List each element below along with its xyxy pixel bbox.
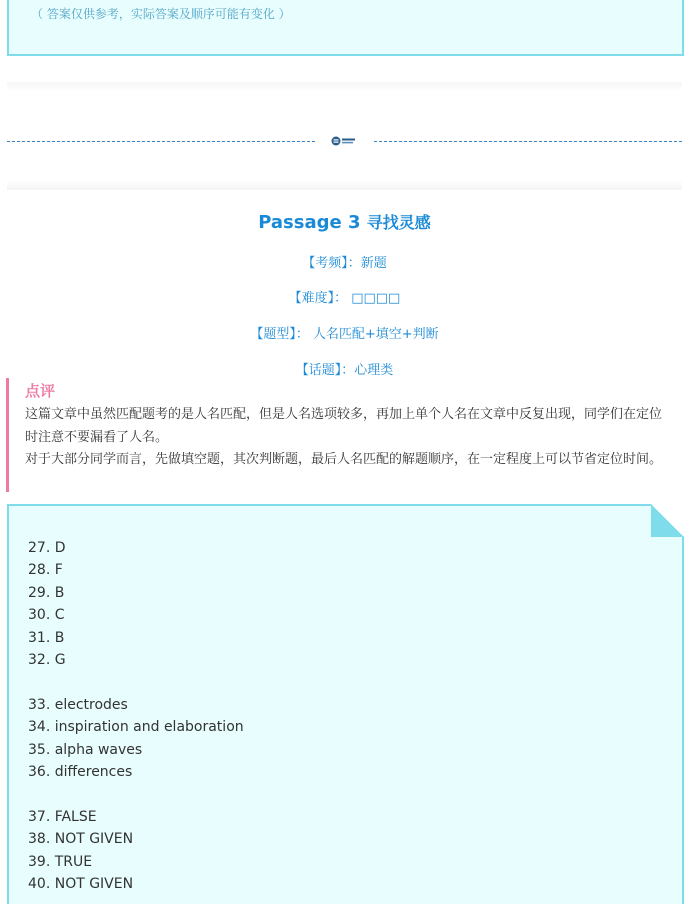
- answer-item: 39. TRUE: [28, 853, 93, 870]
- comment-title: 点评: [25, 382, 56, 400]
- difficulty-value: □□□□: [351, 291, 401, 306]
- answer-item: 30. C: [28, 607, 65, 624]
- brand-logo-icon: [331, 135, 356, 147]
- meta-subject: [0, 359, 689, 378]
- answer-group-judgement: [28, 806, 244, 896]
- frequency-label: 【考频】：: [302, 256, 361, 271]
- card-fold-cutout: [651, 504, 684, 537]
- comment-paragraph: 对于大部分同学而言，先做填空题，其次判断题，最后人名匹配的解题顺序，在一定程度上可以节省定位时间。: [25, 452, 663, 467]
- frequency-value: 新题: [360, 256, 387, 271]
- passage-label: Passage 3: [258, 212, 361, 233]
- comment-section: [6, 378, 673, 492]
- divider-line-right: [374, 141, 682, 142]
- answer-group-completion: [28, 694, 244, 784]
- subject-value: 心理类: [354, 363, 394, 378]
- answer-item: 33. electrodes: [28, 696, 128, 713]
- section-shadow-bottom: [7, 180, 682, 190]
- answer-list: [28, 537, 244, 895]
- divider-line-left: [7, 141, 315, 142]
- type-label: 【题型】：: [250, 327, 309, 342]
- passage-topic: 寻找灵感: [366, 213, 431, 232]
- answer-item: 29. B: [28, 584, 65, 601]
- answer-group-matching: [28, 537, 244, 671]
- answer-item: 28. F: [28, 562, 63, 579]
- type-value: 人名匹配+填空+判断: [312, 327, 439, 342]
- answer-item: 31. B: [28, 629, 65, 646]
- previous-answer-card: [7, 0, 684, 56]
- answer-item: 32. G: [28, 652, 66, 669]
- answer-item: 40. NOT GIVEN: [28, 876, 134, 893]
- answer-item: 36. differences: [28, 764, 133, 781]
- meta-type: [0, 323, 689, 342]
- answer-item: 37. FALSE: [28, 808, 97, 825]
- meta-difficulty: [0, 287, 689, 306]
- answer-item: 34. inspiration and elaboration: [28, 719, 244, 736]
- answer-item: 27. D: [28, 540, 66, 556]
- answer-card: [7, 504, 684, 904]
- answer-item: 35. alpha waves: [28, 741, 143, 758]
- answer-disclaimer: （ 答案仅供参考，实际答案及顺序可能有变化 ）: [31, 7, 291, 21]
- answer-item: 38. NOT GIVEN: [28, 831, 134, 848]
- comment-paragraph: 这篇文章中虽然匹配题考的是人名匹配，但是人名选项较多，再加上单个人名在文章中反复出现，同学们在定位时注意不要漏看了人名。: [25, 407, 663, 445]
- comment-body: [25, 404, 673, 472]
- subject-label: 【话题】：: [295, 363, 355, 378]
- meta-frequency: [0, 252, 689, 271]
- section-shadow-top: [7, 82, 682, 92]
- passage-title: [0, 210, 689, 233]
- difficulty-label: 【难度】：: [288, 291, 348, 306]
